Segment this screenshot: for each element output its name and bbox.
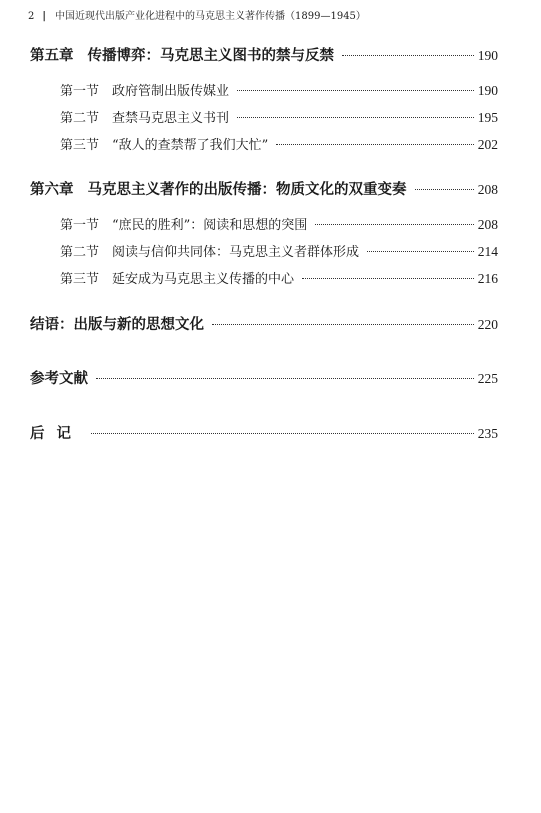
toc-references[interactable] xyxy=(30,369,498,389)
section-number: 第二节 xyxy=(60,245,100,260)
toc-section[interactable] xyxy=(60,82,498,101)
chapter-heading xyxy=(30,46,334,66)
chapter-page: 208 xyxy=(477,182,498,197)
dot-leader xyxy=(237,90,474,91)
toc-afterword[interactable] xyxy=(30,424,498,444)
book-title: 中国近现代出版产业化进程中的马克思主义著作传播（1899—1945） xyxy=(55,11,366,22)
section-title: 政府管制出版传媒业 xyxy=(112,84,230,99)
section-title: 延安成为马克思主义传播的中心 xyxy=(112,272,295,287)
chapter-number: 第六章 xyxy=(30,181,74,198)
toc-chapter-5[interactable] xyxy=(30,46,498,66)
dot-leader xyxy=(415,189,474,190)
section-page: 216 xyxy=(477,271,498,286)
dot-leader xyxy=(367,251,474,252)
chapter-title: 传播博弈：马克思主义图书的禁与反禁 xyxy=(87,47,334,64)
toc-section[interactable] xyxy=(60,136,498,155)
section-number: 第一节 xyxy=(60,218,100,233)
dot-leader xyxy=(276,144,473,145)
section-title: 阅读与信仰共同体：马克思主义者群体形成 xyxy=(112,245,360,260)
toc-section[interactable] xyxy=(60,243,498,262)
running-head xyxy=(28,10,366,24)
dot-leader xyxy=(302,278,474,279)
dot-leader xyxy=(96,378,474,379)
section-number: 第三节 xyxy=(60,272,100,287)
section-heading xyxy=(60,110,229,128)
references-page: 225 xyxy=(477,371,498,386)
toc-conclusion[interactable] xyxy=(30,315,498,335)
chapter-title: 马克思主义著作的出版传播：物质文化的双重变奏 xyxy=(87,181,407,198)
dot-leader xyxy=(315,224,473,225)
header-separator: | xyxy=(42,11,47,22)
section-heading xyxy=(60,83,229,101)
toc-section[interactable] xyxy=(60,270,498,289)
section-page: 202 xyxy=(477,137,498,152)
section-heading xyxy=(60,244,359,262)
chapter-number: 第五章 xyxy=(30,47,74,64)
references-title: 参考文献 xyxy=(30,370,88,387)
section-page: 190 xyxy=(477,83,498,98)
section-title: 查禁马克思主义书刊 xyxy=(112,111,230,126)
chapter-page: 190 xyxy=(477,48,498,63)
conclusion-page: 220 xyxy=(477,317,498,332)
toc-section[interactable] xyxy=(60,109,498,128)
section-number: 第三节 xyxy=(60,138,100,153)
dot-leader xyxy=(212,324,474,325)
section-page: 214 xyxy=(477,244,498,259)
dot-leader xyxy=(342,55,474,56)
section-number: 第二节 xyxy=(60,111,100,126)
section-page: 195 xyxy=(477,110,498,125)
section-title: “敌人的查禁帮了我们大忙” xyxy=(112,138,269,153)
dot-leader xyxy=(237,117,474,118)
toc-chapter-6[interactable] xyxy=(30,180,498,200)
section-number: 第一节 xyxy=(60,84,100,99)
section-heading xyxy=(60,271,294,289)
toc-section[interactable] xyxy=(60,216,498,235)
section-title: “庶民的胜利”：阅读和思想的突围 xyxy=(112,218,308,233)
afterword-page: 235 xyxy=(477,426,498,441)
page-number: 2 xyxy=(28,11,35,22)
afterword-title: 后记 xyxy=(30,425,83,442)
conclusion-title: 结语：出版与新的思想文化 xyxy=(30,316,204,333)
section-heading xyxy=(60,217,307,235)
section-heading xyxy=(60,137,268,155)
section-page: 208 xyxy=(477,217,498,232)
dot-leader xyxy=(91,433,474,434)
chapter-heading xyxy=(30,180,407,200)
